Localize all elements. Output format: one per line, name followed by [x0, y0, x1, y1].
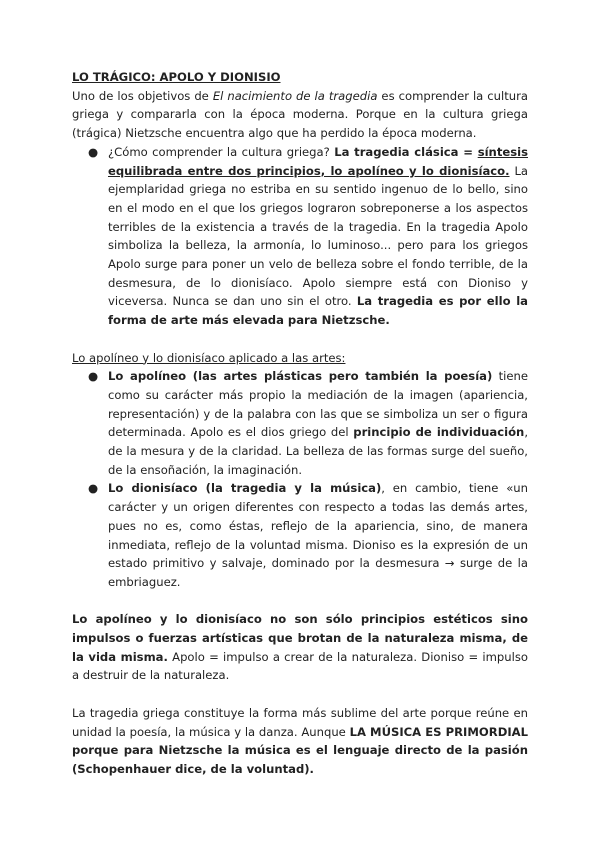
- section-heading-arts: Lo apolíneo y lo dionisíaco aplicado a las artes:: [72, 350, 346, 365]
- tragedy-conclusion: La tragedia es por ello la forma de arte más elevada para Nietzsche.: [108, 294, 528, 328]
- list-item: [88, 367, 528, 479]
- question-text: ¿Cómo comprender la cultura griega?: [108, 144, 335, 159]
- apollonian-text-2: , de la mesura y de la claridad. La belleza de las formas surge del sueño, de la ensoñación, la imaginación.: [108, 425, 528, 477]
- exemplarity-text: La ejemplaridad griega no estriba en su sentido ingenuo de lo bello, sino en el modo en el que los griegos lograron sobreponerse a los aspectos terribles de la existencia a través de la tragedia. En la tragedia Apolo simboliza la belleza, la armonía, lo luminoso... pero para los griegos Apolo surge para poner un velo de belleza sobre el fondo terrible, de la desmesura, de lo dionisíaco. Apolo siempre está con Dioniso y viceversa. Nunca se dan uno sin el otro.: [108, 163, 529, 309]
- spacer: [72, 685, 528, 704]
- bullet-icon: ●: [88, 481, 99, 496]
- synthesis-text: síntesis equilibrada entre dos principios, lo apolíneo y lo dionisíaco.: [108, 144, 528, 178]
- dionysian-text: , en cambio, tiene «un carácter y un origen diferentes con respecto a todas las demás artes, pues no es, como éstas, reflejo de la apariencia, sino, de manera inmediata, reflejo de la voluntad misma. Dioniso es la expresión de un estado primitivo y salvaje, dominado por la desmesura → surge de la embriaguez.: [108, 481, 528, 589]
- book-title: El nacimiento de la tragedia: [212, 88, 378, 103]
- music-text: La tragedia griega constituye la forma más sublime del arte porque reúne en unidad la poesía, la música y la danza. Aunque: [72, 705, 528, 739]
- apollonian-term: Lo apolíneo (las artes plásticas pero también la poesía): [108, 369, 493, 384]
- bullet-list-2: [72, 367, 528, 591]
- impulses-text: Apolo = impulso a crear de la naturaleza. Dioniso = impulso a destruir de la naturaleza.: [72, 649, 528, 683]
- bullet-icon: ●: [88, 144, 99, 159]
- individuation-principle: principio de individuación: [353, 425, 525, 440]
- spacer: [72, 592, 528, 611]
- intro-text-2: es comprender la cultura griega y compararla con la época moderna. Porque en la cultura griega (trágica) Nietzsche encuentra algo que ha perdido la época moderna.: [72, 88, 528, 141]
- document-title: LO TRÁGICO: APOLO Y DIONISIO: [72, 70, 281, 84]
- bullet-icon: ●: [88, 369, 99, 384]
- dionysian-term: Lo dionisíaco (la tragedia y la música): [108, 481, 382, 496]
- music-paragraph: [72, 704, 528, 779]
- tragedy-definition: La tragedia clásica =: [334, 144, 478, 159]
- spacer: [72, 330, 528, 349]
- music-bold: LA MÚSICA ES PRIMORDIAL porque para Nietzsche la música es el lenguaje directo de la pasión (Schopenhauer dice, de la voluntad).: [72, 724, 528, 776]
- intro-paragraph: [72, 87, 528, 143]
- impulses-bold: Lo apolíneo y lo dionisíaco no son sólo principios estéticos sino impulsos o fuerzas artísticas que brotan de la naturaleza misma, de la vida misma.: [72, 612, 528, 664]
- document-page: [72, 68, 528, 779]
- list-item: [88, 143, 529, 330]
- intro-text-1: Uno de los objetivos de: [72, 88, 213, 103]
- impulses-paragraph: [72, 610, 528, 685]
- list-item: [88, 479, 528, 591]
- apollonian-text-1: tiene como su carácter más propio la mediación de la imagen (apariencia, representación) y de la palabra con las que se simboliza un ser o figura determinada. Apolo es el dios griego del: [108, 369, 528, 440]
- bullet-list-1: [72, 143, 528, 330]
